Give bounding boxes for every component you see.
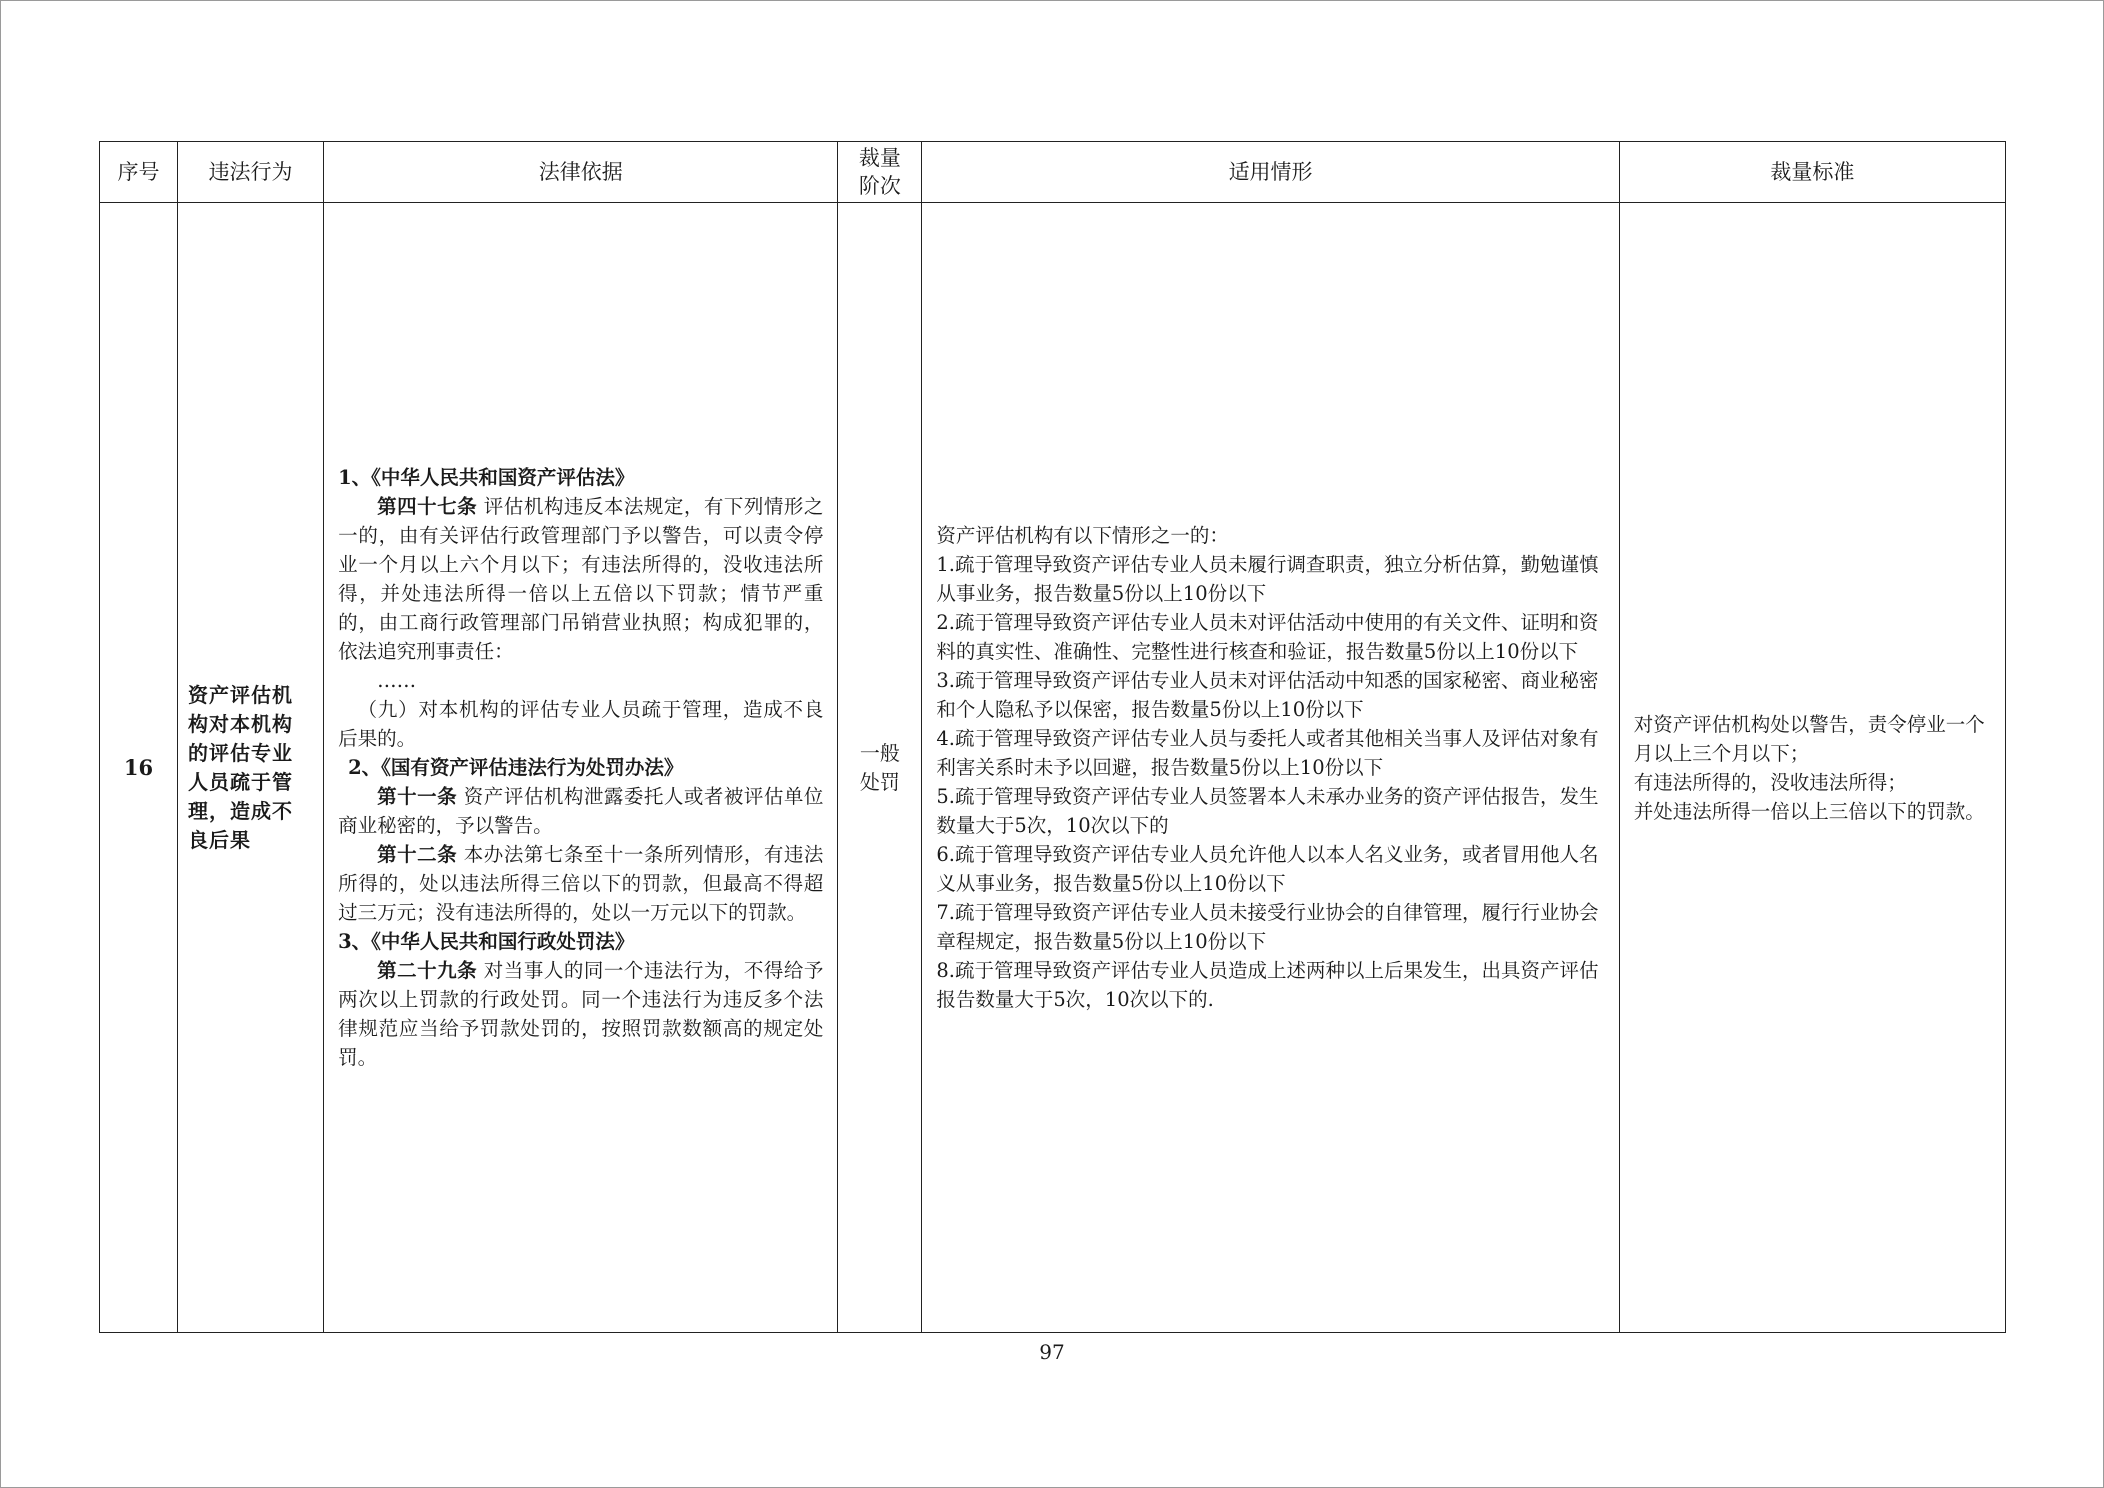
case-intro: 资产评估机构有以下情形之一的：: [936, 524, 1229, 547]
std-line-3: 并处违法所得一倍以上三倍以下的罚款。: [1633, 799, 1985, 823]
case-item-1: 1.疏于管理导致资产评估专业人员未履行调查职责，独立分析估算，勤勉谨慎从事业务，报告数量5份以上10份以下: [936, 553, 1599, 605]
level-line2: 处罚: [859, 769, 900, 794]
basis-heading-1: 1、《中华人民共和国资产评估法》: [338, 466, 635, 489]
cell-seq: 16: [100, 203, 178, 1333]
case-item-2: 2.疏于管理导致资产评估专业人员未对评估活动中使用的有关文件、证明和资料的真实性、准确性、完整性进行核查和验证，报告数量5份以上10份以下: [936, 611, 1599, 663]
case-item-5: 5.疏于管理导致资产评估专业人员签署本人未承办业务的资产评估报告，发生数量大于5次，10次以下的: [936, 785, 1599, 837]
article-12-text: 本办法第七条至十一条所列情形，有违法所得的，处以违法所得三倍以下的罚款，但最高不得超过三万元；没有违法所得的，处以一万元以下的罚款。: [338, 843, 824, 924]
header-level-line1: 裁量: [858, 146, 901, 170]
header-seq: 序号: [100, 142, 178, 203]
basis-article-12: [338, 840, 823, 927]
header-case: 适用情形: [922, 142, 1619, 203]
basis-heading-3: 3、《中华人民共和国行政处罚法》: [338, 930, 635, 953]
article-12-title: 第十二条: [377, 843, 458, 866]
article-11-text: 资产评估机构泄露委托人或者被评估单位商业秘密的，予以警告。: [338, 785, 824, 837]
article-47-title: 第四十七条: [377, 495, 478, 518]
basis-article-29: [338, 956, 823, 1072]
header-act: 违法行为: [178, 142, 324, 203]
header-level-line2: 阶次: [858, 174, 901, 198]
case-item-7: 7.疏于管理导致资产评估专业人员未接受行业协会的自律管理，履行行业协会章程规定，报告数量5份以上10份以下: [936, 901, 1599, 953]
cell-std: [1619, 203, 2005, 1333]
case-item-4: 4.疏于管理导致资产评估专业人员与委托人或者其他相关当事人及评估对象有利害关系时未予以回避，报告数量5份以上10份以下: [936, 727, 1599, 779]
case-item-6: 6.疏于管理导致资产评估专业人员允许他人以本人名义业务，或者冒用他人名义从事业务，报告数量5份以上10份以下: [936, 843, 1599, 895]
article-29-text: 对当事人的同一个违法行为，不得给予两次以上罚款的行政处罚。同一个违法行为违反多个法律规范应当给予罚款处罚的，按照罚款数额高的规定处罚。: [338, 959, 824, 1069]
article-29-title: 第二十九条: [377, 959, 478, 982]
header-level: [838, 142, 922, 203]
basis-article-11: [338, 782, 823, 840]
page-number: 97: [1039, 1340, 1065, 1364]
std-line-2: 有违法所得的，没收违法所得；: [1633, 770, 1907, 794]
cell-act: 资产评估机构对本机构的评估专业人员疏于管理，造成不良后果: [178, 203, 324, 1333]
table-header-row: [100, 142, 2006, 203]
basis-ellipsis: ……: [377, 669, 417, 692]
basis-item-9: （九）对本机构的评估专业人员疏于管理，造成不良后果的。: [338, 698, 824, 750]
table-row: [100, 203, 2006, 1333]
cell-level: [838, 203, 922, 1333]
basis-heading-2: 2、《国有资产评估违法行为处罚办法》: [348, 756, 684, 779]
std-line-1: 对资产评估机构处以警告，责令停业一个月以上三个月以下；: [1633, 712, 1985, 765]
cell-case: [922, 203, 1619, 1333]
penalty-discretion-table: [99, 141, 2006, 1333]
case-item-8: 8.疏于管理导致资产评估专业人员造成上述两种以上后果发生，出具资产评估报告数量大于5次，10次以下的.: [936, 959, 1599, 1011]
case-item-3: 3.疏于管理导致资产评估专业人员未对评估活动中知悉的国家秘密、商业秘密和个人隐私予以保密，报告数量5份以上10份以下: [936, 669, 1599, 721]
cell-basis: [324, 203, 838, 1333]
article-11-title: 第十一条: [377, 785, 458, 808]
article-47-text: 评估机构违反本法规定，有下列情形之一的，由有关评估行政管理部门予以警告，可以责令停业一个月以上六个月以下；有违法所得的，没收违法所得，并处违法所得一倍以上五倍以下罚款；情节严重的，由工商行政管理部门吊销营业执照；构成犯罪的，依法追究刑事责任：: [338, 495, 824, 663]
header-std: 裁量标准: [1619, 142, 2005, 203]
basis-article-47: [338, 492, 823, 666]
header-basis: 法律依据: [324, 142, 838, 203]
level-line1: 一般: [859, 740, 900, 765]
